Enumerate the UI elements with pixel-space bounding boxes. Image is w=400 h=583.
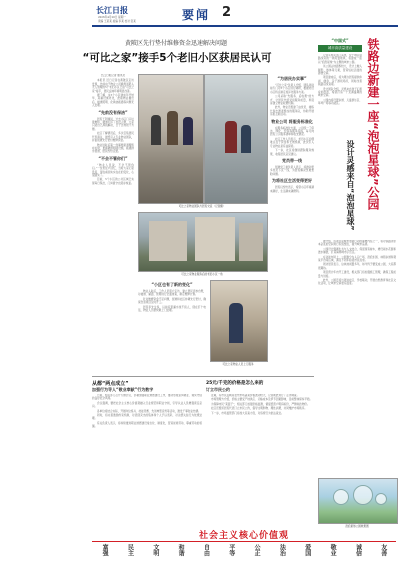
value-word: 自由 xyxy=(202,544,210,556)
bottom-mid-text: 近期，有市民反映某农贸市场蔬菜价格波动较大，记者就此进行了走访调查。 市场管理方介绍，价格主要受产地供应、运输成本及季节因素影响，目前整体保持平稳。 为保障市民“菜篮子”，相关部门加强价格监测，督促经营户明码标价，严禁哄抬物价。 社区还组织居民代表订立市民公约，倡导文明购物、理性消费，共同维护市场秩序。 下一步，市场监管部门将加大巡查力度，对违规行为依法查处。 xyxy=(211,394,313,415)
value-word: 平等 xyxy=(227,544,235,556)
main-column-2: “为居民办实事” “可比之家”负责人介绍，团队进驻前专门对5个小区进行调研，根据老旧小区特点制定差异化服务方案。 公司采取“先服务、后收费”的方式，让居民先感受到服务质量，再逐步建立物业收费机制。 此外，物业还组建了由党员、楼栋长和志愿者组成的服务队，协助开展邻里互助活动。 物业公司 将服务标准化 在服务标准化方面，公司统一了保洁、绿化、安保等服务流程，每月向居民公示服务清单和收支情况。 社区工作人员表示，老旧小区治理难点在于资金和长效机制，此次引入专业物业是有益探索。 下一步，社区将继续跟踪服务效果，收集居民意见建议。 党员带一线 街道党工委负责人表示，将推动更多党员下沉一线，为居民解决急难愁盼问题。 为将社区生活变得更好 居民们纷纷表示，希望小区环境越来越好，生活越来越便利。 xyxy=(270,76,314,193)
subhead-7: 为将社区生活变得更好 xyxy=(272,178,312,184)
sidebar-text-1: 记者从相关部门获悉，位于城区铁路线旁的一块闲置地块，将建成一座以“泡泡星球”为主题的城市公园。 该公园占地面积较大，设计上融入圆形、球体等元素，营造轻松活泼的游憩空间。 项目建成后，将为周边居民提供休闲、健身、亲子游玩场所，同时改善铁路沿线景观。 设计团队介绍，灵感来自孩子们喜爱的泡泡，希望打造一个充满童趣的城市空间。 公园内将设置步道、儿童游乐区、草坪广场等功能区。 xyxy=(318,54,362,106)
sidebar-tag xyxy=(318,38,362,52)
bottom-left-subheadline: 加强行为导人“敬业奉献”行为数字 xyxy=(92,387,154,392)
header-rule xyxy=(92,25,398,27)
photo-caption-3: 可比之家物业人员上门服务 xyxy=(222,363,254,366)
value-word: 诚信 xyxy=(354,544,362,556)
main-kicker: 黄陂区先行垫付维修资金迅速解决问题 xyxy=(124,40,227,47)
photo-caption-2: 可比之家物业服务后的老旧小区一角 xyxy=(181,273,223,276)
value-word: 敬业 xyxy=(329,544,337,556)
bottom-left-text: 日前，相关部门召开专题会议，部署加强职业道德建设工作，推动形成爱岗敬业、诚实守信的良好社会风尚。 会议强调，要把社会主义核心价值观融入行业规范和职业守则，引导从业人员增强责任意识。 各单位将结合实际，开展岗位练兵、技能竞赛、先进典型宣传等活动，激发干事创业热情。 同时，将完善激励约束机制，对表现突出的集体和个人予以表彰，对失德失信行为依规处理。 有关负责人表示，将持续推进职业道德建设常态化、制度化，营造崇尚劳动、尊重劳动的氛围。 xyxy=(92,394,202,429)
main-photo-3 xyxy=(210,280,268,362)
sidebar-subheadline: 设计灵感来自“泡泡星球” xyxy=(346,140,355,231)
value-word: 民主 xyxy=(126,544,134,556)
values-banner xyxy=(92,528,396,580)
section-divider xyxy=(92,376,314,377)
main-photo-1 xyxy=(138,74,204,204)
main-column-mid: “小区也有了新的变化” 物业入驻后，工作人员逐户走访，建立居民需求台账，对楼道、屋面、管网进行全面排查，制定维修计划。 针对维修资金不足问题，街道和社区协调先行垫付，确保急需项目及时开工。 居民李先生说，以前家里漏水找不到人，现在打个电话，物业人员很快就上门处理。 xyxy=(138,282,206,313)
sidebar-text-2: 据介绍，该项目是城市更新行动的重要内容之一，将对铁路边原本杂乱的空间进行系统整治，提升城市品质。 公园设计强调生态与人文结合，保留现有树木，增设雨水花园和透水铺装，打造海绵城市示范点。 在功能布局上，公园划分为入口广场、泡泡乐园、林荫步道和观景平台等区域，满足不同年龄段市民需求。 周边居民表示，这块地闲置多年，如今终于要变成公园，大家都很期待。 项目预计年内开工建设，相关部门将加强施工管理，确保工程质量与进度。 此外，公园还将与周边社区、学校联动，开展自然教育和社区文化活动，让城市空间更有温度。 xyxy=(318,240,396,286)
main-photo-1b xyxy=(204,74,268,204)
subhead-4: “为居民办实事” xyxy=(277,76,307,81)
values-banner-rule xyxy=(92,541,396,542)
sidebar-photo xyxy=(318,478,398,524)
bottom-mid-subheadline: 订立市民公约 xyxy=(206,387,230,392)
sidebar-photo-caption: 泡泡星球公园效果图 xyxy=(345,525,369,528)
main-photo-2 xyxy=(138,212,268,272)
subhead-2: “不会不管你们” xyxy=(98,155,128,161)
values-banner-title: 社会主义核心价值观 xyxy=(198,531,289,541)
subhead-5: 物业公司 将服务标准化 xyxy=(271,118,313,124)
section-title: 要闻 xyxy=(182,8,211,22)
main-headline: “可比之家”接手5个老旧小区获居民认可 xyxy=(82,52,272,64)
value-word: 和谐 xyxy=(177,544,185,556)
editor-line: 责编 王某某 美编 李某 校对 张某 xyxy=(98,20,136,23)
sidebar-headline: 铁路边新建一座“泡泡星球”公园 xyxy=(366,38,380,210)
masthead xyxy=(4,4,396,26)
sidebar-tag-label: “中国式” xyxy=(331,38,349,43)
value-word: 爱国 xyxy=(303,544,311,556)
bottom-mid-headline: 25元/千克的价格是怎么来的 xyxy=(206,381,264,386)
subhead-3: “小区也有了新的变化” xyxy=(151,282,193,287)
paper-logo: 长江日报 xyxy=(96,5,128,15)
date-line: 2026年4月20日 星期一 xyxy=(98,16,126,19)
page-number: 2 xyxy=(222,5,232,20)
sidebar-tag-sub: 城市高质量建设 xyxy=(318,45,362,52)
photo-caption-1: 可比之家物业团队与居民交流（记者摄） xyxy=(178,205,226,208)
values-words xyxy=(92,544,396,556)
byline: 长江日报记者 通讯员 xyxy=(100,74,126,77)
value-word: 文明 xyxy=(151,544,159,556)
value-word: 友善 xyxy=(379,544,387,556)
value-word: 公正 xyxy=(253,544,261,556)
subhead-6: 党员带一线 xyxy=(282,157,302,163)
value-word: 法治 xyxy=(278,544,286,556)
value-word: 富强 xyxy=(101,544,109,556)
main-column-1: 长江日报记者 通讯员 本报讯 近日记者在黄陂区走访发现，先前由于物业公司撤离而陷入无人管理的5个老旧小区已由“可比之家”接手，居民反映环境明显改善。 据了解，这5个小区建成年代较早，房屋设施老化，此前物业撤出后，楼道照明、化粪池疏通等问题无人处理。 “先前没有保洁” 居民王阿姨说，过去小区门口垃圾堆积，楼道灯坏了也没人修，大家只能自己凑钱解决，日子过得很不方便。 社区了解情况后，多次召集居民代表商议，最终引入专业物业团队，并由街道先行垫付维修资金。 物业进驻后第一件事便是清理积存垃圾，更换破损照明设施，疏通排水管道，居民纷纷点赞。 “不会不管你们” “物业人员说，不会不管你们。”一位老住户回忆，当时大家心里没底，现在看到实实在在的变化，心里踏实了。 目前，5个小区的公共区域已实现每日保洁，门岗值守也逐步恢复。 xyxy=(92,74,134,185)
subhead-1: “先前没有保洁” xyxy=(98,109,128,115)
bottom-left-headline: 从都“两点成立” xyxy=(92,381,129,387)
